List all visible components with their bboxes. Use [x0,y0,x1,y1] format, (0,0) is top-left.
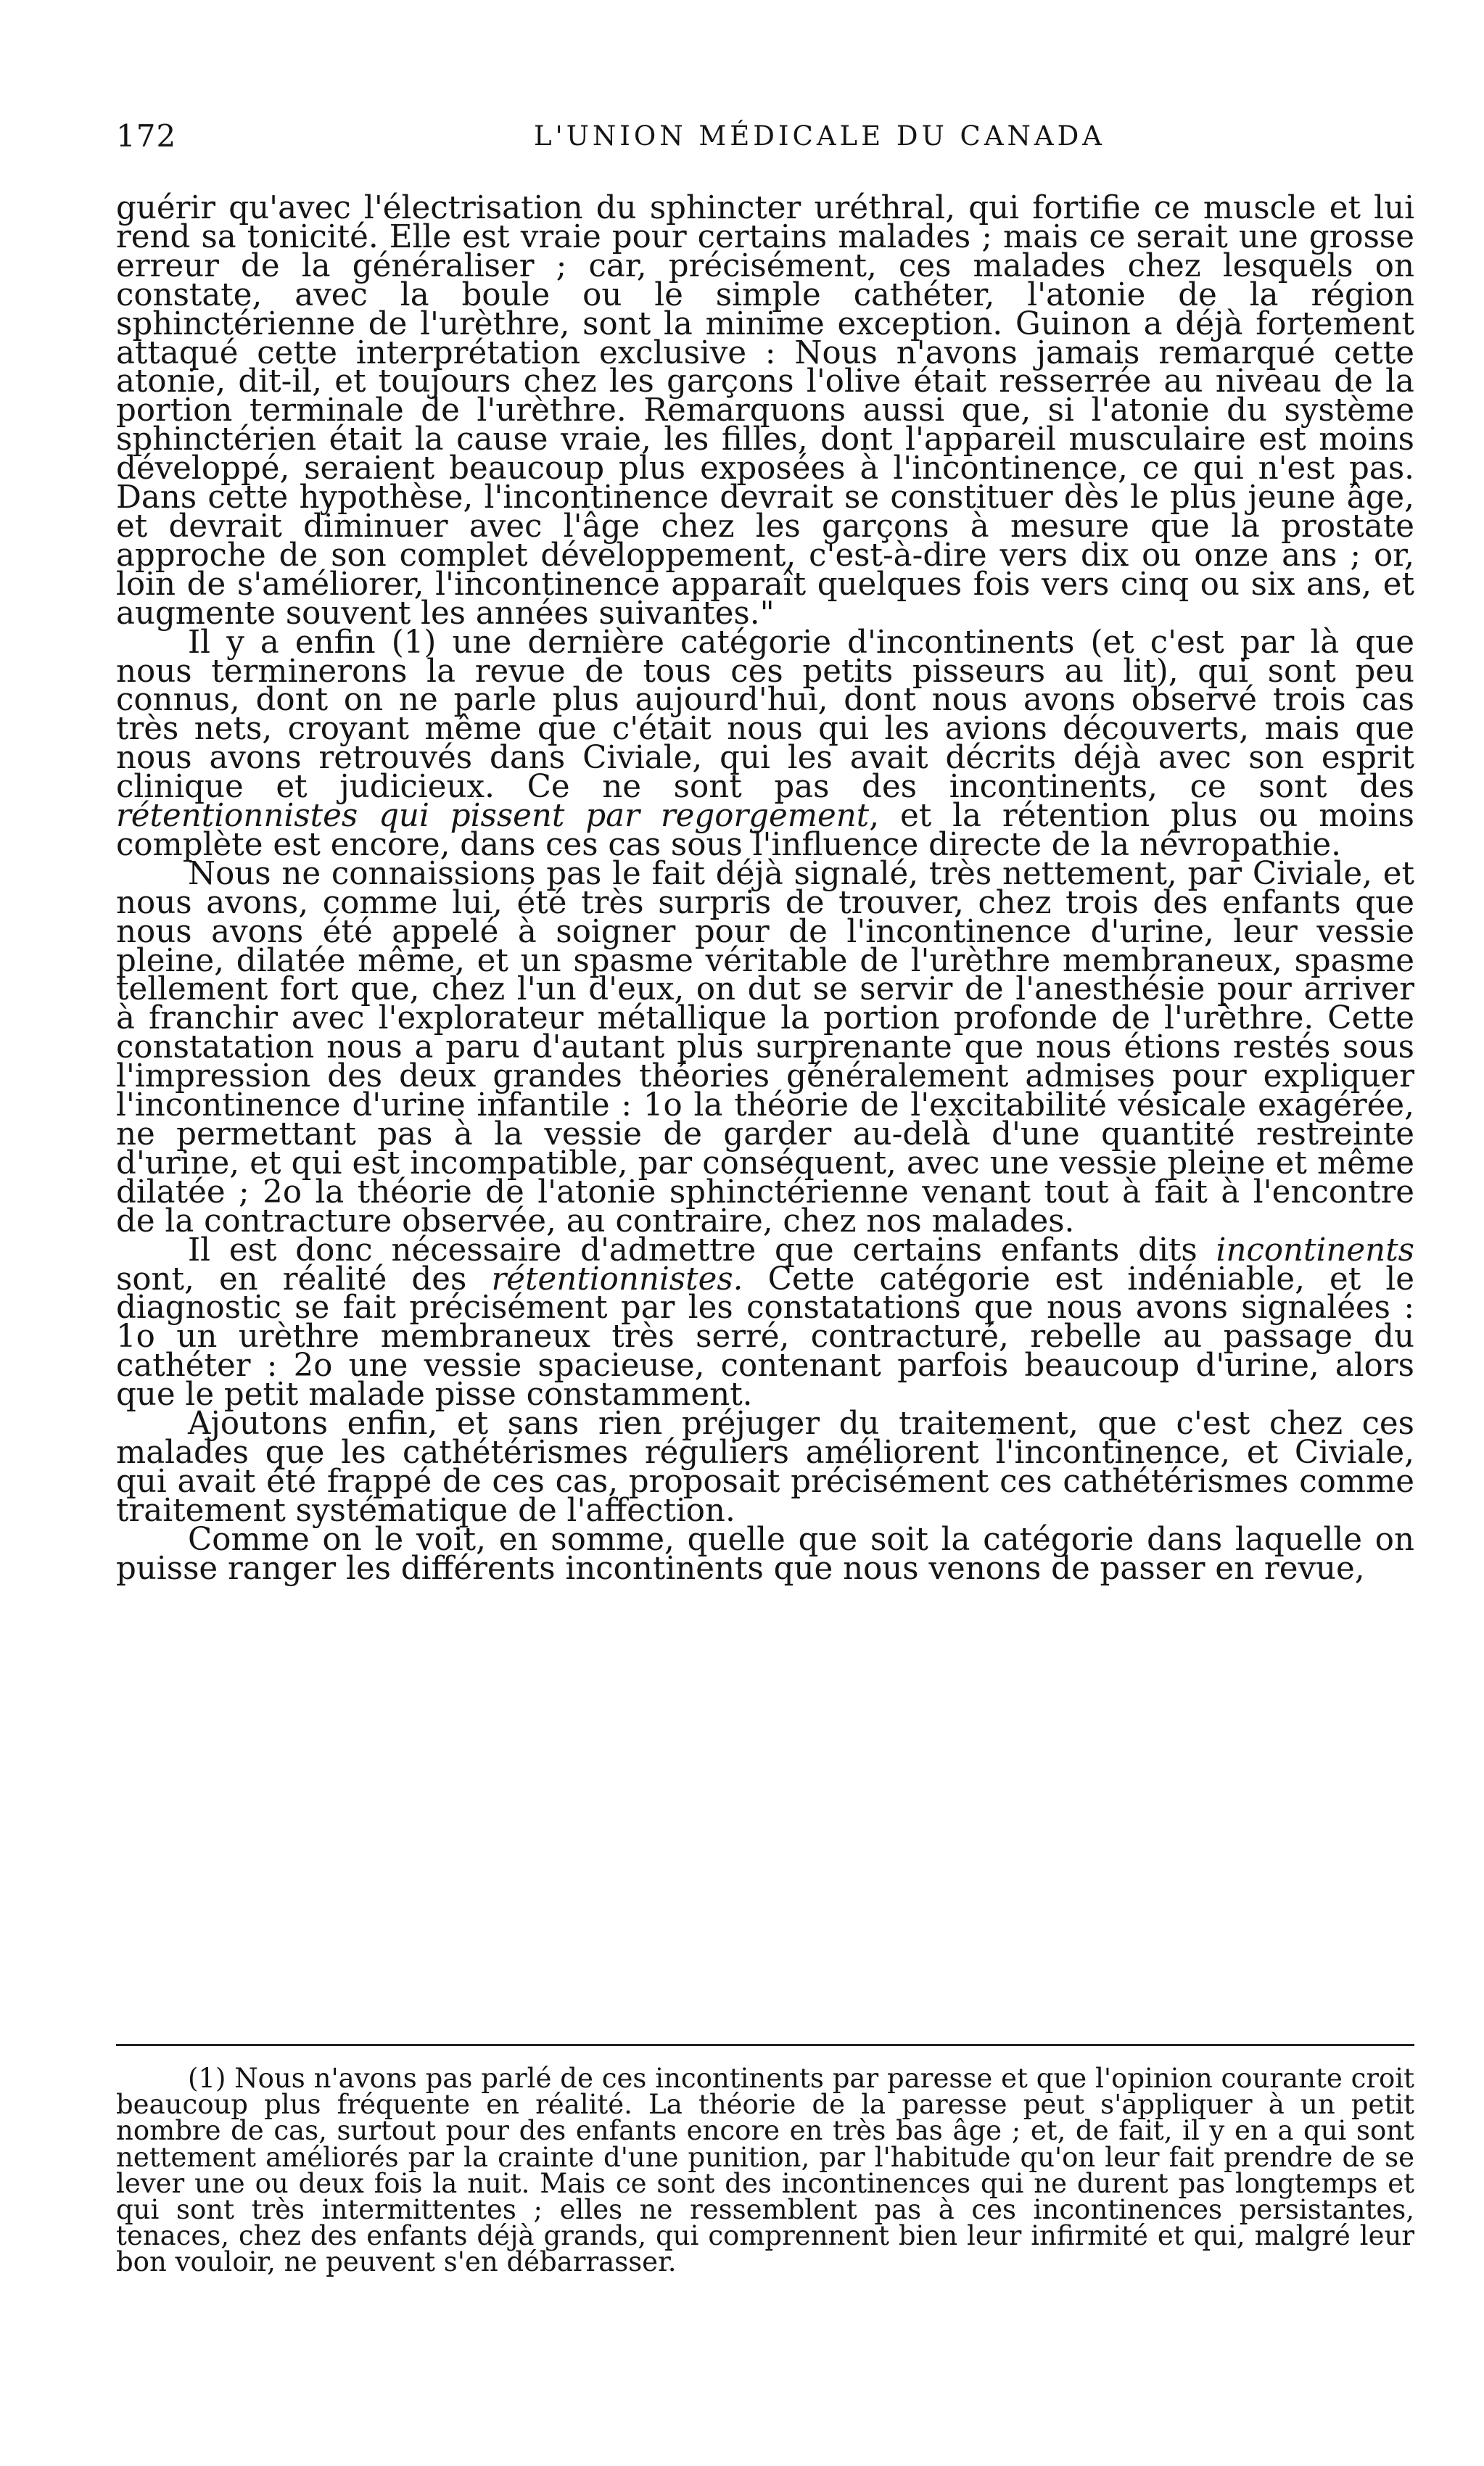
footnotes [116,2063,1414,2278]
paragraph-final: Comme on le voit, en somme, quelle que soit la catégorie dans laquelle on puisse ranger les différents incontinents que nous venons de passer en revue, [116,1521,1414,1587]
paragraph-text: , et la rétention plus ou moins complète est encore, dans ces cas sous l'influence directe de la névropathie. [116,798,1415,863]
emphasis-term: rétentionnistes. [491,1261,743,1298]
page-number: 172 [116,118,177,154]
paragraph-civiale: Nous ne connaissions pas le fait déjà signalé, très nettement, par Civiale, et nous avons, comme lui, été très surpris de trouver, chez trois des enfants que nous avons été appelé à soigner pour de l'incontinence d'urine, leur vessie pleine, dilatée même, et un spasme véritable de l'urèthre membraneux, spasme tellement fort que, chez l'un d'eux, on dut se servir de l'anesthésie pour arriver à franchir avec l'explorateur métallique la portion profonde de l'urèthre. Cette constatation nous a paru d'autant plus surprenante que nous étions restés sous l'impression des deux grandes théories généralement admises pour expliquer l'incontinence d'urine infantile : 1o la théorie de l'excitabilité vésicale exagérée, ne permettant pas à la vessie de garder au-delà d'une quantité restreinte d'urine, et qui est incompatible, par conséquent, avec une vessie pleine et même dilatée ; 2o la théorie de l'atonie sphinctérienne venant tout à fait à l'encontre de la contracture observée, au contraire, chez nos malades. [116,855,1414,1240]
page-header [116,115,1414,158]
emphasis-term: rétentionnistes qui pissent par regorgement [116,798,870,835]
footnote-divider [116,2044,1414,2046]
paragraph-retentionnistes [116,624,1415,863]
paragraph-continuation: guérir qu'avec l'électrisation du sphincter uréthral, qui fortifie ce muscle et lui rend sa tonicité. Elle est vraie pour certains malades ; mais ce serait une grosse erreur de la généraliser ; car, précisément, ces malades chez lesquels on constate, avec la boule ou le simple cathéter, l'atonie de la région sphinctérienne de l'urèthre, sont la minime exception. Guinon a déjà fortement attaqué cette interprétation exclusive : Nous n'avons jamais remarqué cette atonie, dit-il, et toujours chez les garçons l'olive était resserrée au niveau de la portion terminale de l'urèthre. Remarquons aussi que, si l'atonie du système sphinctérien était la cause vraie, les filles, dont l'appareil musculaire est moins développé, seraient beaucoup plus exposées à l'incontinence, ce qui n'est pas. Dans cette hypothèse, l'incontinence devrait se constituer dès le plus jeune âge, et devrait diminuer avec l'âge chez les garçons à mesure que la prostate approche de son complet développement, c'est-à-dire vers dix ou onze ans ; or, loin de s'améliorer, l'incontinence apparaît quelques fois vers cinq ou six ans, et augmente souvent les années suivantes." [116,190,1414,632]
paragraph-text: Il est donc nécessaire d'admettre que certains enfants dits [188,1232,1197,1269]
paragraph-text: Il y a enfin (1) une dernière catégorie d'incontinents (et c'est par là que nous terminerons la revue de tous ces petits pisseurs au lit), qui sont peu connus, dont on ne parle plus aujourd'hui, dont nous avons observé trois cas très nets, croyant même que c'était nous qui les avions découverts, mais que nous avons retrouvés dans Civiale, qui les avait décrits déjà avec son esprit clinique et judicieux. Ce ne sont pas des incontinents, ce sont des [116,624,1414,806]
paragraph-text: Cette catégorie est indéniable, et le diagnostic se fait précisément par les constatations que nous avons signalées : 1o un urèthre membraneux très serré, contracturé, rebelle au passage du cathéter : 2o une vessie spacieuse, contenant parfois beaucoup d'urine, alors que le petit malade pisse constamment. [116,1261,1415,1414]
footnote-1: (1) Nous n'avons pas parlé de ces incontinents par paresse et que l'opinion courante croit beaucoup plus fréquente en réalité. La théorie de la paresse peut s'appliquer à un petit nombre de cas, surtout pour des enfants encore en très bas âge ; et, de fait, il y en a qui sont nettement améliorés par la crainte d'une punition, par l'habitude qu'on leur fait prendre de se lever une ou deux fois la nuit. Mais ce sont des incontinences qui ne durent pas longtemps et qui sont très intermittentes ; elles ne ressemblent pas à ces incontinences persistantes, tenaces, chez des enfants déjà grands, qui comprennent bien leur infirmité et qui, malgré leur bon vouloir, ne peuvent s'en débarrasser. [116,2063,1414,2278]
paragraph-text: sont, en réalité des [116,1261,467,1298]
paragraph-treatment: Ajoutons enfin, et sans rien préjuger du traitement, que c'est chez ces malades que les cathétérismes réguliers améliorent l'incontinence, et Civiale, qui avait été frappé de ces cas, proposait précisément ces cathétérismes comme traitement systématique de l'affection. [116,1406,1414,1529]
emphasis-term: incontinents [1216,1232,1414,1269]
body-text [116,190,1415,1587]
running-title: L'UNION MÉDICALE DU CANADA [533,120,1106,152]
paragraph-conclusion [116,1232,1415,1414]
